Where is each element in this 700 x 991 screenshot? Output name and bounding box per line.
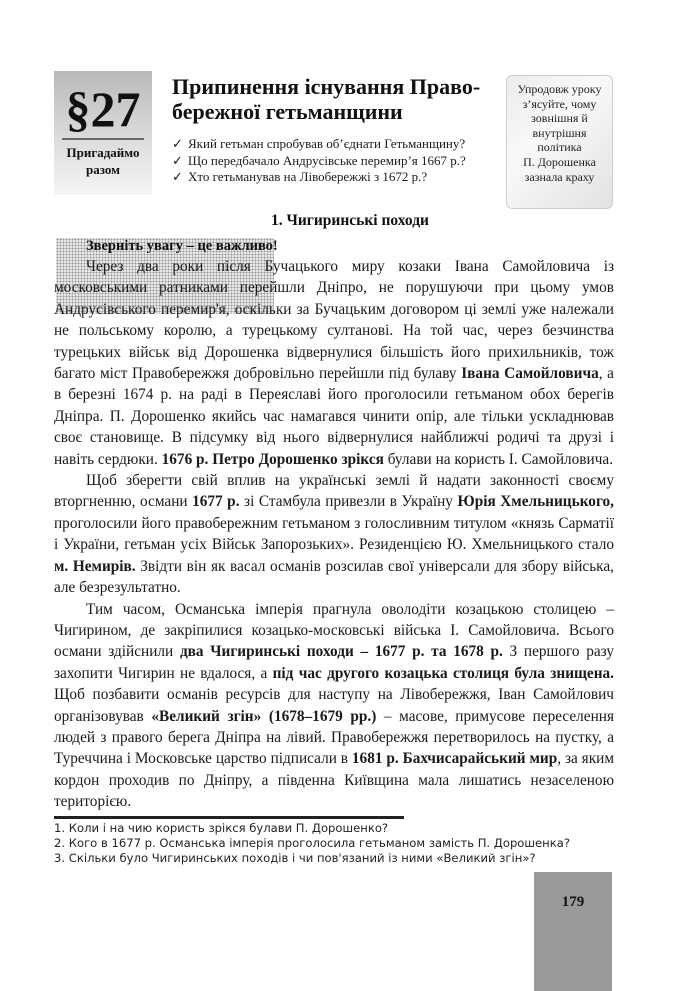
page-number-box bbox=[534, 872, 612, 991]
review-questions bbox=[54, 821, 614, 866]
list-item: 3. Скільки було Чигиринських походів і чи пов'язаний із ними «Великий згін»? bbox=[54, 851, 536, 865]
checkmark-icon: ✓ bbox=[172, 152, 183, 168]
list-item: 2. Кого в 1677 р. Османська імперія проголосила гетьманом замість П. Дорошенка? bbox=[54, 836, 570, 850]
section-title: 1. Чигиринські походи bbox=[271, 212, 429, 229]
paragraph-2: Щоб зберегти свій вплив на українські землі й надати законності своєму вторгненню, османи 1677 р. зі Стамбула привезли в Україну Юрія Хмельницького, проголосили його правобережним гетьманом з голосливним титулом «князь Сарматії і України, гетьман усіх Військ Запорозьких». Резиденцією Ю. Хмельницького стало м. Немирів. Звідти він як васал османів розсилав свої універсали для збору війська, але безрезультатно. bbox=[54, 472, 614, 597]
main-text bbox=[54, 256, 614, 813]
recall-questions bbox=[172, 136, 512, 186]
task-scroll-text: Упродовж уроку з’ясуйте, чому зовнішня й внутрішня політика П. Дорошенка зазнала краху bbox=[517, 82, 602, 184]
checkmark-icon: ✓ bbox=[172, 169, 183, 184]
list-item: ✓ Хто гетьманував на Лівобережжі з 1672 р.? bbox=[172, 169, 428, 184]
page-number: 179 bbox=[561, 894, 585, 910]
list-item: 1. Коли і на чию користь зрікся булави П. Дорошенко? bbox=[54, 821, 389, 835]
questions-divider bbox=[54, 816, 404, 819]
list-item: ✓ Що передбачало Андрусівське перемир’я 1667 р.? bbox=[172, 152, 466, 168]
recall-label: Пригадаймо разом bbox=[66, 145, 140, 177]
paragraph-badge bbox=[54, 71, 152, 195]
list-item: ✓ Який гетьман спробував об’єднати Гетьманщину? bbox=[172, 136, 466, 151]
paragraph-number: §27 bbox=[65, 81, 141, 137]
paragraph-3: Тим часом, Османська імперія прагнула оволодіти козацькою столицею – Чигирином, де закріпилися козацько-московські війська І. Самойловича. Всього османи здійснили два Чигиринські походи – 1677 р. та 1678 р. З першого разу захопити Чигирин не вдалося, а під час другого козацька столиця була знищена. Щоб позбавити османів ресурсів для наступу на Лівобережжя, Іван Самойлович організовував «Великий згін» (1678–1679 рр.) – масове, примусове переселення людей з правого берега Дніпра на лівий. Правобережжя перетворилось на пустку, а Туреччина і Московське царство підписали в 1681 р. Бахчисарайський мир, за яким кордон проходив по Дніпру, а південна Київщина мала лишатись незаселеною територією. bbox=[54, 600, 615, 811]
badge-divider bbox=[62, 138, 144, 140]
checkmark-icon: ✓ bbox=[172, 136, 183, 151]
attention-note: Зверніть увагу – це важливо! bbox=[86, 238, 278, 254]
paragraph-1: Через два роки після Бучацького миру козаки Івана Самойловича із московськими ратниками перейшли Дніпро, не порушуючи при цьому умов Андрусівського перемир'я, оскільки за Бучацьким договором ці землі уже належали не польському королю, а турецькому султанові. На той час, через безчинства турецьких військ від Дорошенка відвернулися більшість його прихильників, тож багато міст Правобережжя добровільно перейшли під булаву Івана Самойловича, а в березні 1674 р. на раді в Переяславі його проголосили гетьманом обох берегів Дніпра. П. Дорошенко якийсь час намагався чинити опір, але тільки ускладнював своє становище. В підсумку від нього відвернулися найближчі родичі та друзі і навіть сердюки. 1676 р. Петро Дорошенко зрікся булави на користь І. Самойловича. bbox=[54, 258, 614, 468]
task-scroll bbox=[506, 75, 613, 209]
page-title: Припинення існування Право- бережної гетьманщини bbox=[172, 74, 481, 124]
